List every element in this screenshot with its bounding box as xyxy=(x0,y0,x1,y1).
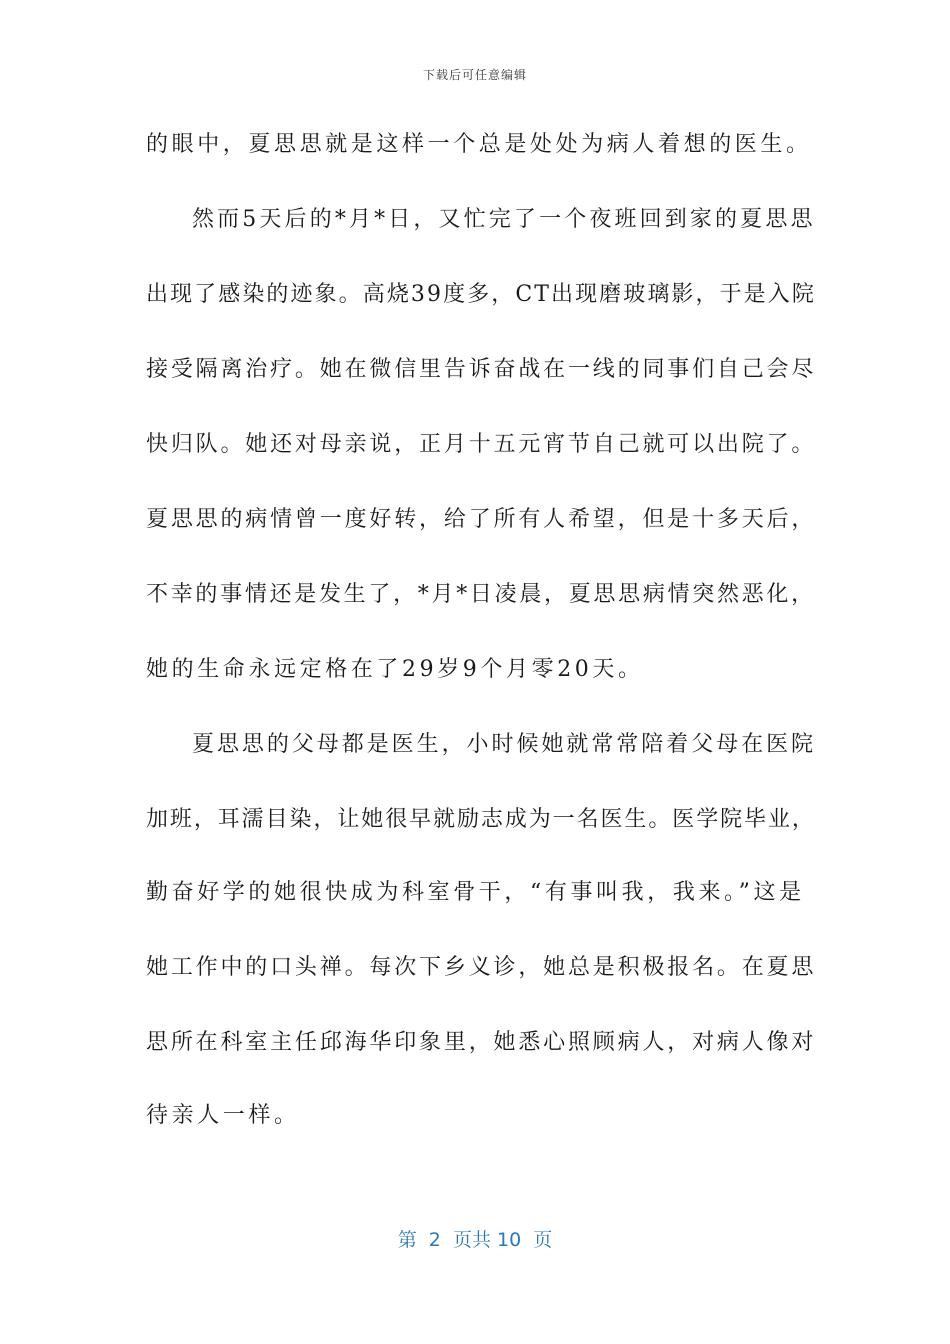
text-line: 接受隔离治疗。她在微信里告诉奋战在一线的同事们自己会尽 xyxy=(146,357,817,382)
text-line: 夏思思的病情曾一度好转，给了所有人希望，但是十多天后， xyxy=(146,507,817,532)
text-line: 不幸的事情还是发生了，*月*日凌晨，夏思思病情突然恶化， xyxy=(146,582,816,607)
text-line: 夏思思的父母都是医生，小时候她就常常陪着父母在医院 xyxy=(192,732,817,757)
text-line: 思所在科室主任邱海华印象里，她悉心照顾病人，对病人像对 xyxy=(146,1030,817,1055)
text-line: 的眼中，夏思思就是这样一个总是处处为病人着想的医生。 xyxy=(146,132,812,157)
page-footer: 第 2 页共 10 页 xyxy=(397,1229,553,1251)
page-header: 下载后可任意编辑 xyxy=(422,68,527,82)
text-line: 她工作中的口头禅。每次下乡义诊，她总是积极报名。在夏思 xyxy=(146,955,817,980)
text-line: 快归队。她还对母亲说，正月十五元宵节自己就可以出院了。 xyxy=(146,432,817,457)
text-line: 待亲人一样。 xyxy=(146,1103,300,1128)
text-line: 出现了感染的迹象。高烧39度多，CT出现磨玻璃影，于是入院 xyxy=(146,282,816,307)
text-line: 勤奋好学的她很快成为科室骨干，“有事叫我，我来。”这是 xyxy=(146,880,805,905)
text-line: 加班，耳濡目染，让她很早就励志成为一名医生。医学院毕业， xyxy=(146,807,816,832)
text-line: 然而5天后的*月*日，又忙完了一个夜班回到家的夏思思 xyxy=(192,207,816,232)
text-line: 她的生命永远定格在了29岁9个月零20天。 xyxy=(146,657,644,682)
